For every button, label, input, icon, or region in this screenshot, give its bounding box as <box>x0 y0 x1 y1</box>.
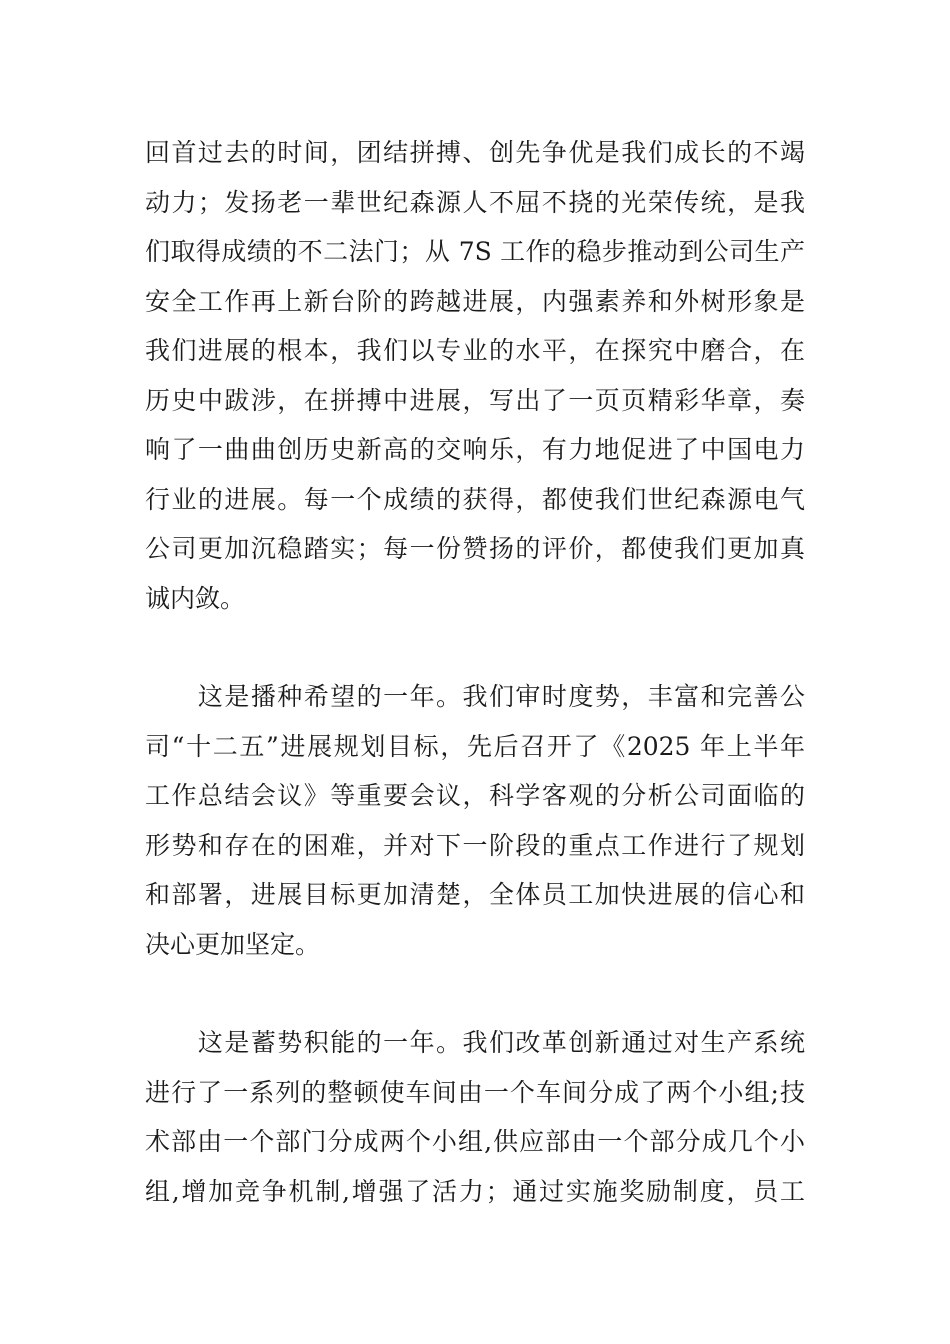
text-line: 诚内敛。 <box>145 583 246 613</box>
text-line: 回首过去的时间，团结拼搏、创先争优是我们成长的不竭 <box>145 138 805 167</box>
text-line: 行业的进展。每一个成绩的获得，都使我们世纪森源电气 <box>145 484 805 514</box>
text-line: 公司更加沉稳踏实；每一份赞扬的评价，都使我们更加真 <box>145 534 805 563</box>
text-line: 决心更加坚定。 <box>145 929 321 959</box>
text-line: 我们进展的根本，我们以专业的水平，在探究中磨合，在 <box>145 336 805 365</box>
text-line: 们取得成绩的不二法门；从 7S 工作的稳步推动到公司生产 <box>145 237 805 266</box>
paragraph-sowing-hope <box>145 672 805 969</box>
text-line: 和部署，进展目标更加清楚，全体员工加快进展的信心和 <box>145 880 805 909</box>
text-line: 组,增加竞争机制,增强了活力；通过实施奖励制度，员工 <box>145 1176 805 1206</box>
text-line: 响了一曲曲创历史新高的交响乐，有力地促进了中国电力 <box>145 435 805 464</box>
text-line: 形势和存在的困难，并对下一阶段的重点工作进行了规划 <box>145 830 805 860</box>
text-line: 司“十二五”进展规划目标，先后召开了《2025 年上半年 <box>145 731 805 761</box>
text-line: 术部由一个部门分成两个小组,供应部由一个部分成几个小 <box>145 1127 805 1156</box>
text-line: 动力；发扬老一辈世纪森源人不屈不挠的光荣传统，是我 <box>145 187 805 217</box>
text-line: 安全工作再上新台阶的跨越进展，内强素养和外树形象是 <box>145 286 805 316</box>
text-line: 这是蓄势积能的一年。我们改革创新通过对生产系统 <box>145 1028 805 1057</box>
paragraph-review <box>145 128 805 623</box>
text-line: 这是播种希望的一年。我们审时度势，丰富和完善公 <box>145 682 805 711</box>
text-line: 历史中跋涉，在拼搏中进展，写出了一页页精彩华章，奏 <box>145 385 805 415</box>
text-line: 进行了一系列的整顿使车间由一个车间分成了两个小组;技 <box>145 1077 805 1107</box>
text-line: 工作总结会议》等重要会议，科学客观的分析公司面临的 <box>145 781 805 810</box>
paragraph-accumulating-momentum <box>145 1018 805 1216</box>
